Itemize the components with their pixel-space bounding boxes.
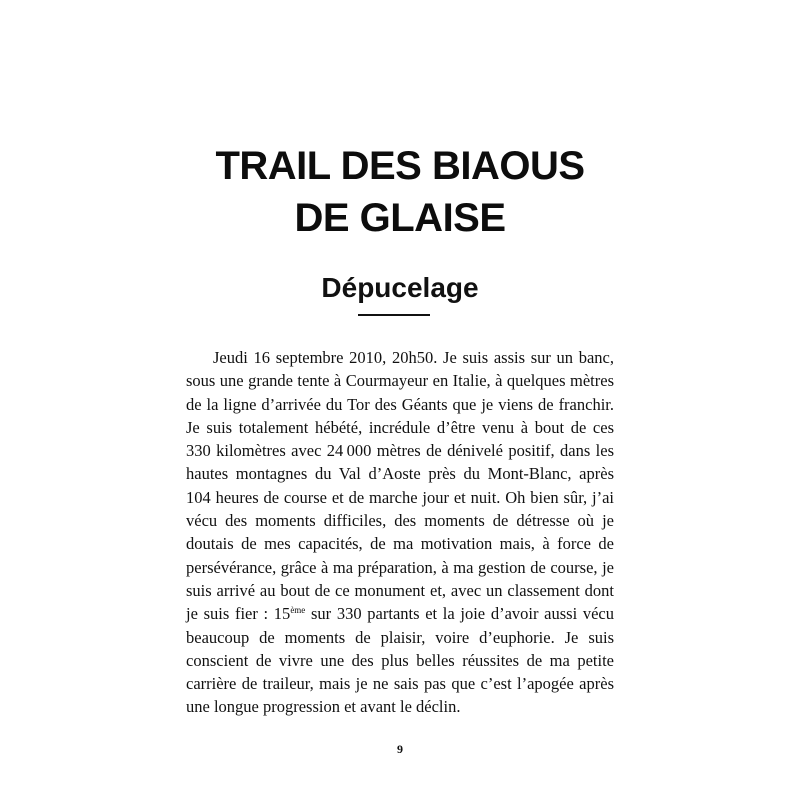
- chapter-title-line-1: TRAIL DES BIAOUS: [215, 144, 585, 188]
- page-number: 9: [397, 742, 403, 756]
- paragraph-text-part-2: sur 330 partants et la joie d’avoir aussi vécu beaucoup de moments de plaisir, voire d’euphorie. Je suis conscient de vivre une des plus belles réussites de ma petite carrière de traileur, mais je ne sais pas que c’est l’apogée après une longue progression et avant le déclin.: [186, 604, 614, 717]
- chapter-title-line-2: DE GLAISE: [294, 196, 506, 240]
- chapter-subtitle: Dépucelage: [321, 272, 479, 303]
- paragraph-text-part-1: Jeudi 16 septembre 2010, 20h50. Je suis assis sur un banc, sous une grande tente à Courmayeur en Italie, à quelques mètres de la ligne d’arrivée du Tor des Géants que je viens de franchir. Je suis totalement hébété, incrédule d’être venu à bout de ces 330 kilomètres avec 24 000 mètres de dénivelé positif, dans les hautes montagnes du Val d’Aoste près du Mont-Blanc, après 104 heures de course et de marche jour et nuit. Oh bien sûr, j’ai vécu des moments difficiles, des moments de détresse où je doutais de mes capacités, de ma motivation mais, à force de persévérance, grâce à ma préparation, à ma gestion de course, je suis arrivé au bout de ce monument et, avec un classement dont je suis fier : 15: [186, 348, 614, 624]
- body-paragraph: [186, 346, 614, 719]
- rank-suffix: ème: [290, 605, 306, 616]
- subtitle-divider: [358, 314, 430, 316]
